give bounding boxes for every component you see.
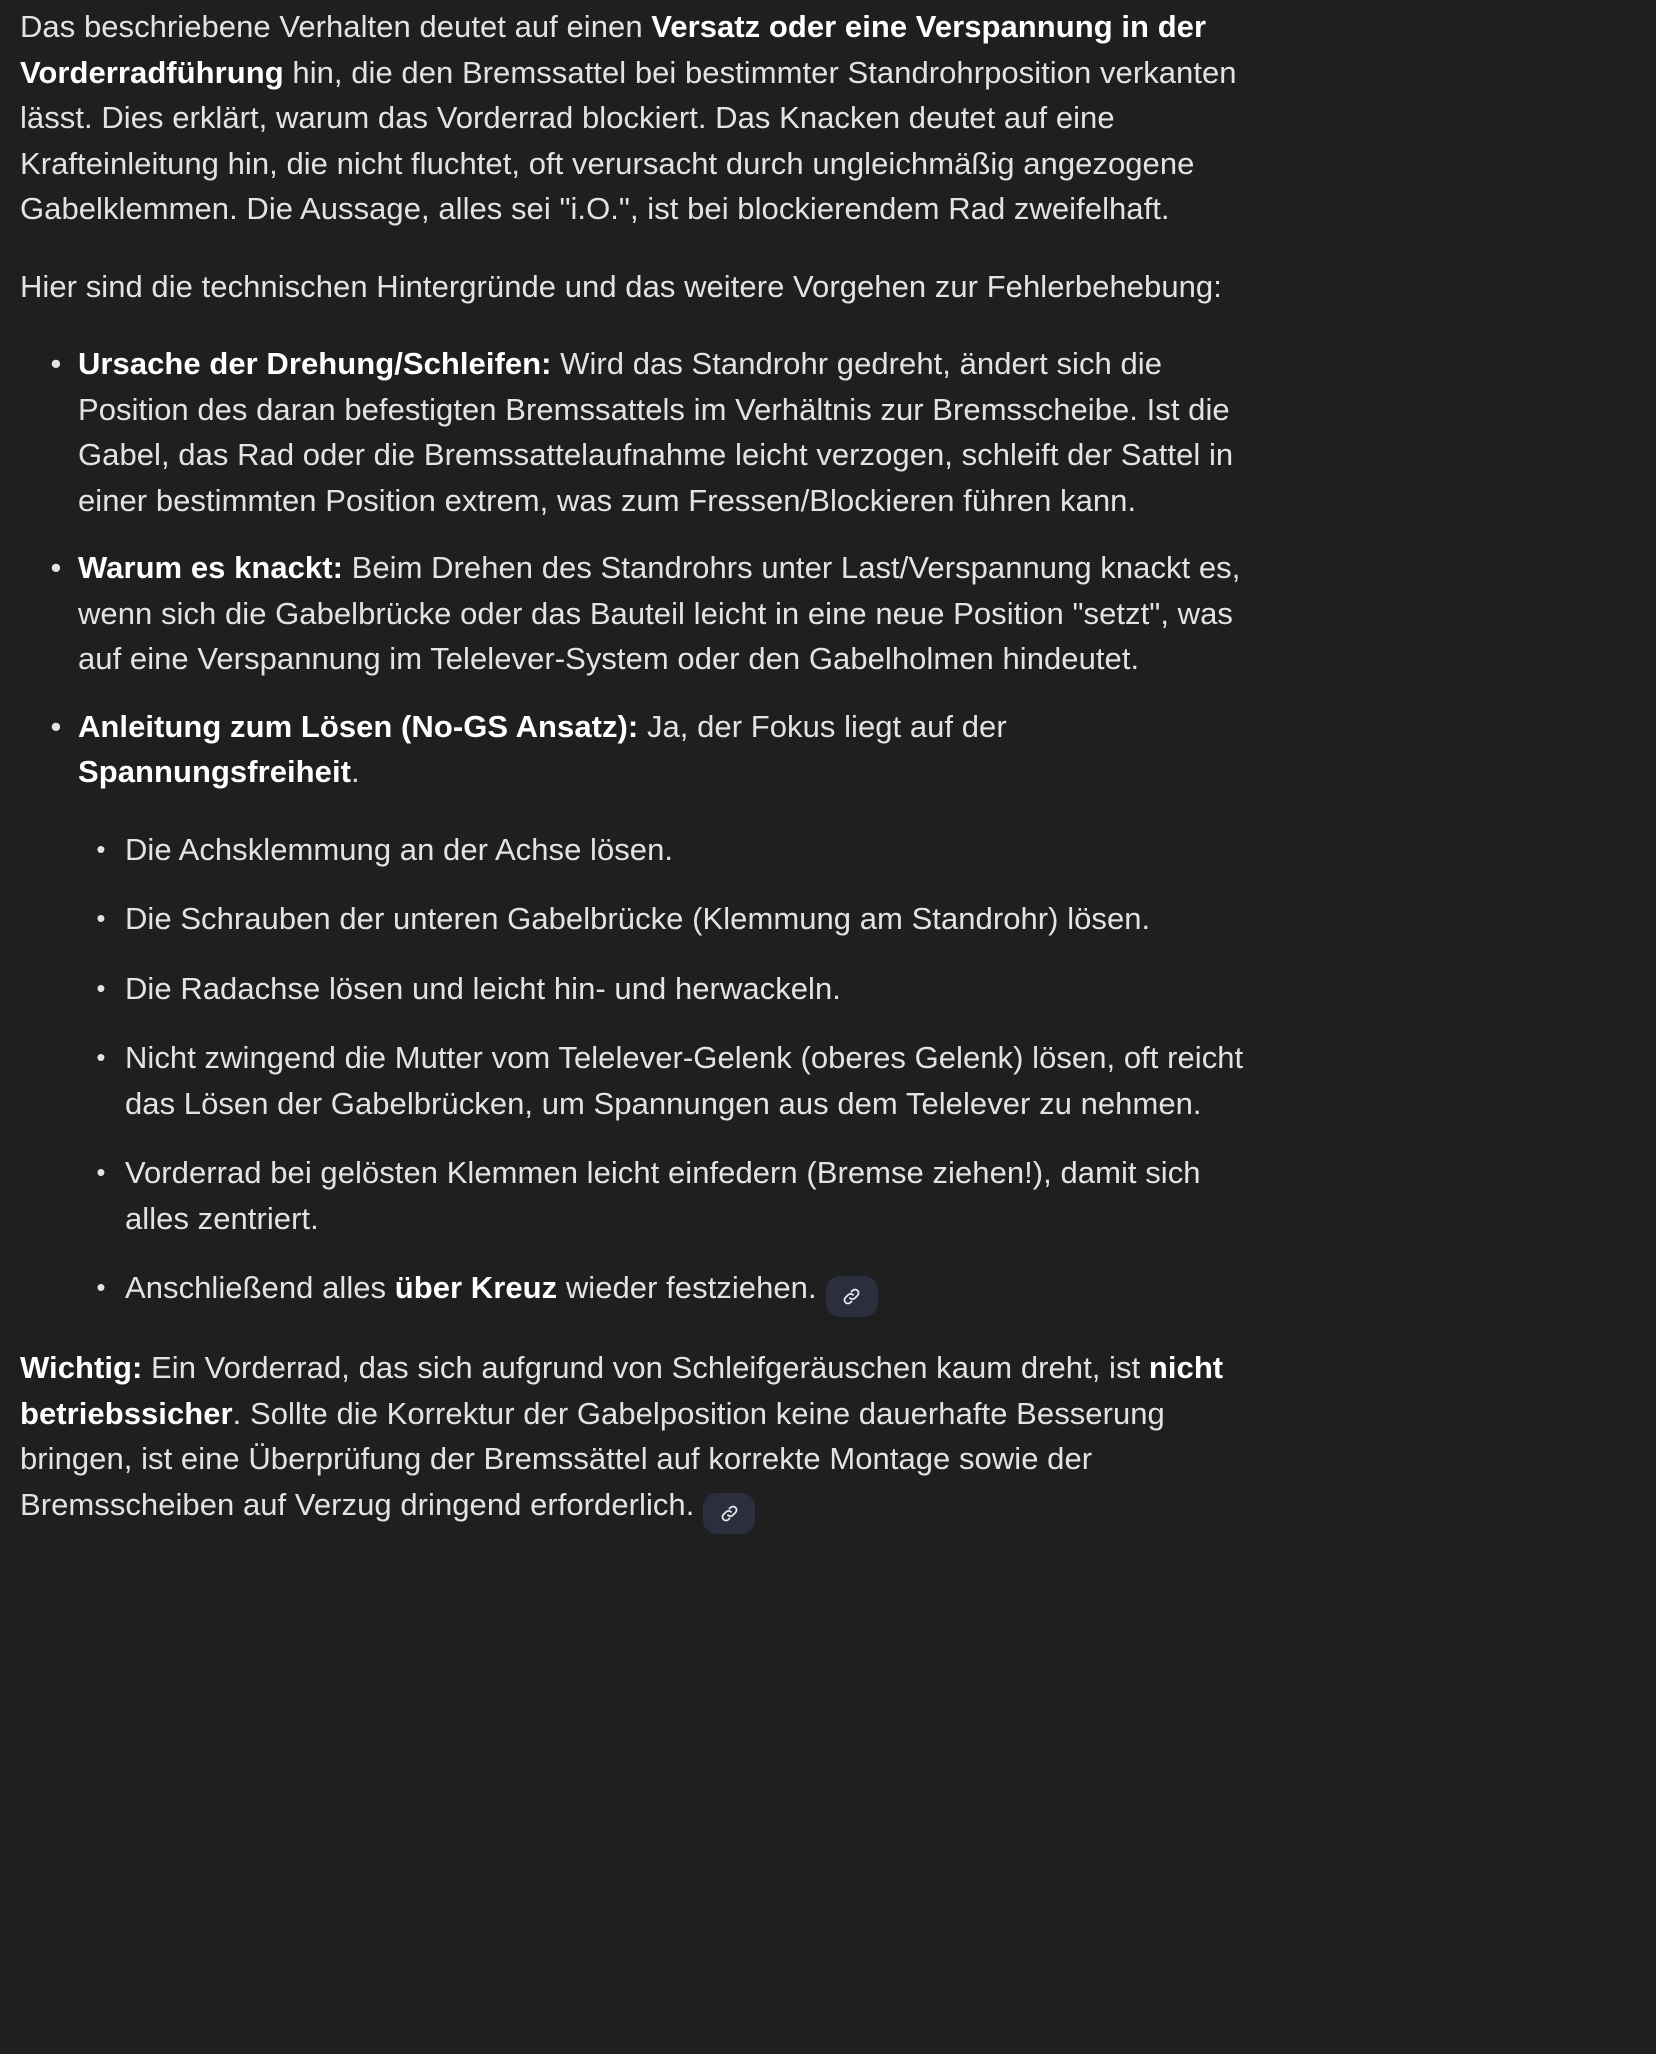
list-item [20,545,1252,682]
list-item [20,704,1252,1318]
list-item [78,1265,1252,1317]
closing-label: Wichtig: [20,1350,143,1385]
intro-p1-bold-1: Versatz oder eine Verspannung in der Vorderradführung [20,9,1207,90]
citation-link-button[interactable] [826,1276,878,1317]
step-2-text: Die Schrauben der unteren Gabelbrücke (Klemmung am Standrohr) lösen. [125,901,1151,936]
point-2-label: Warum es knackt: [78,550,343,585]
step-6-text-post: wieder festziehen. [557,1270,817,1305]
bullet-marker-icon: • [50,550,62,585]
step-6-bold: über Kreuz [394,1270,558,1305]
citation-link-button[interactable] [703,1493,755,1534]
intro-paragraph-1 [20,4,1252,232]
step-6-text-pre: Anschließend alles [125,1270,395,1305]
closing-bold-2: nicht betriebssicher [20,1350,1224,1431]
list-item [78,1150,1252,1241]
closing-paragraph [20,1345,1252,1534]
intro-paragraph-2: Hier sind die technischen Hintergründe und das weitere Vorgehen zur Fehlerbehebung: [20,268,1222,304]
intro-p1-segment-2: hin, die den Bremssattel bei bestimmter Standrohrposition verkanten lässt. Dies erklärt, warum das Vorderrad blockiert. Das Knacken deutet auf eine Krafteinleitung hin, die nicht fluchtet, oft verursacht durch ungleichmäßig angezogene Gabelklemmen. Die Aussage, alles sei "i.O.", ist bei blockierendem Rad zweifelhaft. [20,54,1237,226]
point-3-label: Anleitung zum Lösen (No-GS Ansatz): [78,708,639,744]
closing-segment-1: Ein Vorderrad, das sich aufgrund von Schleifgeräuschen kaum dreht, ist [142,1350,1149,1385]
steps-sub-list [78,827,1252,1318]
closing-segment-2: . Sollte die Korrektur der Gabelposition keine dauerhafte Besserung bringen, ist eine Überprüfung der Bremssättel auf korrekte Montage sowie der Bremsscheiben auf Verzug dringend erforderlich. [20,1395,1165,1522]
bullet-marker-icon: • [50,346,62,381]
response-content [20,4,1252,1534]
bullet-marker-icon: • [50,708,62,744]
sub-bullet-marker-icon: • [96,972,106,1003]
point-3-text-2: . [350,754,360,789]
link-icon [719,1503,740,1524]
list-item [78,966,1252,1012]
sub-bullet-marker-icon: • [96,1272,106,1302]
sub-bullet-marker-icon: • [96,1042,106,1072]
list-item [78,1035,1252,1126]
point-1-label: Ursache der Drehung/Schleifen: [78,346,552,381]
list-item [20,341,1252,523]
step-1-text: Die Achsklemmung an der Achse lösen. [125,831,674,867]
point-3-label-2: Spannungsfreiheit [78,754,351,789]
step-5-text: Vorderrad bei gelösten Klemmen leicht einfedern (Bremse ziehen!), damit sich alles zentriert. [125,1155,1201,1236]
point-1-text: Wird das Standrohr gedreht, ändert sich die Position des daran befestigten Bremssattels im Verhältnis zur Bremsscheibe. Ist die Gabel, das Rad oder die Bremssattelaufnahme leicht verzogen, schleift der Sattel in einer bestimmten Position extrem, was zum Fressen/Blockieren führen kann. [78,346,1234,518]
step-4-text: Nicht zwingend die Mutter vom Telelever-Gelenk (oberes Gelenk) lösen, oft reicht das Lösen der Gabelbrücken, um Spannungen aus dem Telelever zu nehmen. [125,1040,1244,1121]
step-3-text: Die Radachse lösen und leicht hin- und herwackeln. [125,970,841,1006]
point-3-text: Ja, der Fokus liegt auf der [638,708,1007,744]
list-item [78,827,1252,873]
assistant-response [0,4,1656,1534]
point-2-text: Beim Drehen des Standrohrs unter Last/Verspannung knackt es, wenn sich die Gabelbrücke oder das Bauteil leicht in eine neue Position "setzt", was auf eine Verspannung im Telelever-System oder den Gabelholmen hindeutet. [78,550,1241,676]
list-item [78,896,1252,942]
sub-bullet-marker-icon: • [96,1157,106,1187]
sub-bullet-marker-icon: • [96,833,106,864]
sub-bullet-marker-icon: • [96,903,106,933]
link-icon [841,1286,862,1307]
intro-p1-segment-1: Das beschriebene Verhalten deutet auf einen [20,9,652,44]
main-bullet-list [20,341,1252,1317]
